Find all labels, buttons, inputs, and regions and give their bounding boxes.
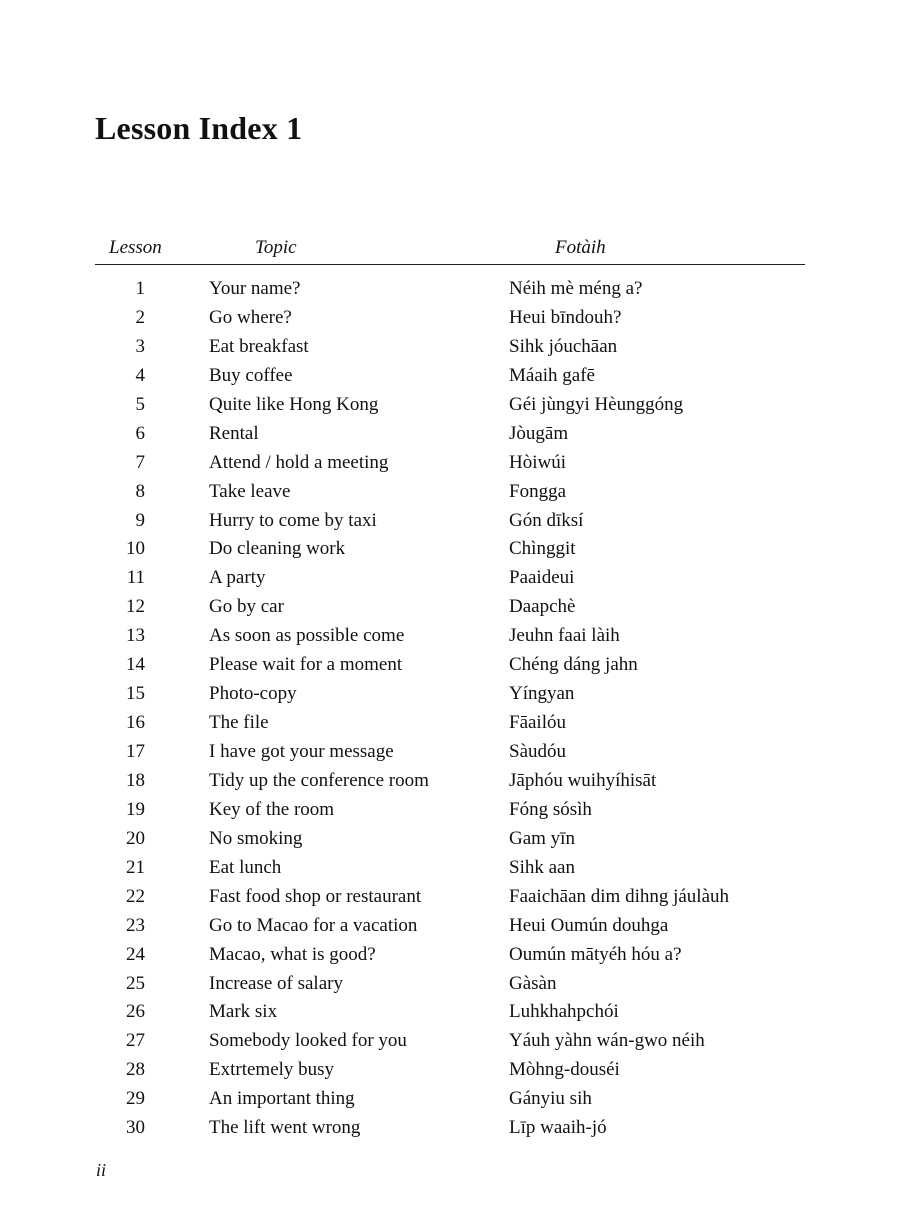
table-row	[95, 796, 805, 825]
lesson-number: 21	[126, 856, 145, 878]
lesson-topic: Your name?	[209, 278, 301, 299]
lesson-fotaih: Sihk aan	[509, 856, 575, 878]
lesson-fotaih: Sihk jóuchāan	[509, 335, 618, 357]
lesson-topic: Go to Macao for a vacation	[209, 914, 418, 936]
table-row	[95, 593, 805, 622]
lesson-fotaih: Gón dīksí	[509, 509, 584, 531]
lesson-number: 2	[135, 306, 145, 328]
lesson-fotaih: Gányiu sih	[509, 1088, 592, 1110]
table-row	[95, 941, 805, 970]
lesson-number: 29	[126, 1088, 145, 1110]
lesson-fotaih: Chéng dáng jahn	[509, 654, 638, 676]
table-row	[95, 854, 805, 883]
lesson-number: 4	[135, 364, 145, 386]
lesson-number: 3	[135, 335, 145, 357]
lesson-fotaih: Néih mè méng a?	[509, 278, 643, 299]
lesson-fotaih: Yíngyan	[509, 683, 575, 705]
page-title: Lesson Index 1	[95, 110, 303, 146]
lesson-fotaih: Chìnggit	[509, 538, 576, 560]
table-row	[95, 1114, 805, 1143]
table-row	[95, 535, 805, 564]
table-row	[95, 883, 805, 912]
lesson-number: 12	[126, 596, 145, 618]
column-header-lesson: Lesson	[109, 237, 162, 258]
lesson-topic: Please wait for a moment	[209, 654, 403, 676]
table-row	[95, 478, 805, 507]
lesson-fotaih: Daapchè	[509, 596, 576, 618]
lesson-number: 16	[126, 712, 145, 734]
lesson-number: 8	[135, 480, 145, 502]
table-row	[95, 709, 805, 738]
lesson-number: 26	[126, 1001, 145, 1023]
lesson-number: 18	[126, 769, 145, 791]
table-row	[95, 507, 805, 536]
lesson-number: 6	[135, 422, 145, 444]
lesson-fotaih: Luhkhahpchói	[509, 1001, 619, 1023]
lesson-topic: Rental	[209, 422, 259, 444]
lesson-fotaih: Līp waaih-jó	[509, 1117, 607, 1139]
table-row	[95, 275, 805, 304]
table-row	[95, 1085, 805, 1114]
lesson-number: 9	[135, 509, 145, 531]
lesson-number: 28	[126, 1059, 145, 1081]
lesson-topic: Eat lunch	[209, 856, 282, 878]
table-row	[95, 825, 805, 854]
lesson-topic: The file	[209, 712, 269, 734]
lesson-fotaih: Jāphóu wuihyíhisāt	[509, 769, 657, 791]
lesson-topic: Do cleaning work	[209, 538, 346, 560]
table-row	[95, 1027, 805, 1056]
lesson-topic: Somebody looked for you	[209, 1030, 407, 1052]
table-row	[95, 998, 805, 1027]
lesson-topic: Go by car	[209, 596, 284, 618]
lesson-fotaih: Gam yīn	[509, 827, 575, 849]
lesson-fotaih: Gàsàn	[509, 972, 557, 994]
table-row	[95, 970, 805, 999]
lesson-fotaih: Máaih gafē	[509, 364, 595, 386]
lesson-fotaih: Oumún mātyéh hóu a?	[509, 943, 682, 965]
lesson-fotaih: Paaideui	[509, 567, 575, 589]
lesson-topic: Extrtemely busy	[209, 1059, 335, 1081]
lesson-number: 20	[126, 827, 145, 849]
lesson-fotaih: Géi jùngyi Hèunggóng	[509, 393, 684, 415]
lesson-fotaih: Heui Oumún douhga	[509, 914, 669, 936]
lesson-number: 15	[126, 683, 145, 705]
lesson-topic: Tidy up the conference room	[209, 769, 429, 791]
table-row	[95, 767, 805, 796]
lesson-fotaih: Yáuh yàhn wán-gwo néih	[509, 1030, 705, 1052]
lesson-number: 1	[135, 278, 145, 299]
lesson-number: 19	[126, 798, 145, 820]
lesson-topic: The lift went wrong	[209, 1117, 361, 1139]
table-row	[95, 1056, 805, 1085]
table-row	[95, 304, 805, 333]
table-row	[95, 651, 805, 680]
lesson-topic: Eat breakfast	[209, 335, 309, 357]
table-row	[95, 333, 805, 362]
lesson-fotaih: Jòugām	[509, 422, 569, 444]
lesson-topic: Quite like Hong Kong	[209, 393, 379, 415]
lesson-topic: Increase of salary	[209, 972, 343, 994]
column-header-fotaih: Fotàih	[555, 237, 606, 258]
table-row	[95, 680, 805, 709]
lesson-number: 14	[126, 654, 145, 676]
lesson-fotaih: Heui bīndouh?	[509, 306, 622, 328]
lesson-topic: A party	[209, 567, 266, 589]
lesson-number: 30	[126, 1117, 145, 1139]
lesson-topic: Macao, what is good?	[209, 943, 376, 965]
lesson-topic: No smoking	[209, 827, 303, 849]
lesson-topic: Attend / hold a meeting	[209, 451, 389, 473]
lesson-number: 13	[126, 625, 145, 647]
table-row	[95, 449, 805, 478]
lesson-fotaih: Fóng sósìh	[509, 798, 592, 820]
lesson-fotaih: Fongga	[509, 480, 566, 502]
table-header	[95, 237, 805, 265]
lesson-fotaih: Hòiwúi	[509, 451, 566, 473]
lesson-fotaih: Faaichāan dim dihng jáulàuh	[509, 885, 730, 907]
lesson-number: 22	[126, 885, 145, 907]
lesson-topic: I have got your message	[209, 741, 394, 762]
lesson-table	[95, 275, 805, 1143]
lesson-fotaih: Mòhng-douséi	[509, 1059, 620, 1081]
table-row	[95, 622, 805, 651]
table-row	[95, 738, 805, 767]
lesson-topic: Mark six	[209, 1001, 278, 1023]
lesson-number: 7	[135, 451, 145, 473]
lesson-topic: Buy coffee	[209, 364, 293, 386]
lesson-number: 17	[126, 741, 145, 762]
lesson-number: 27	[126, 1030, 145, 1052]
lesson-topic: Photo-copy	[209, 683, 297, 705]
lesson-fotaih: Sàudóu	[509, 741, 566, 762]
lesson-fotaih: Fāailóu	[509, 712, 566, 734]
lesson-number: 23	[126, 914, 145, 936]
lesson-fotaih: Jeuhn faai làih	[509, 625, 620, 647]
page-number: ii	[96, 1160, 107, 1180]
table-row	[95, 564, 805, 593]
lesson-number: 24	[126, 943, 145, 965]
table-row	[95, 420, 805, 449]
lesson-topic: Go where?	[209, 306, 292, 328]
table-row	[95, 391, 805, 420]
lesson-topic: Fast food shop or restaurant	[209, 885, 422, 907]
lesson-topic: As soon as possible come	[209, 625, 405, 647]
lesson-number: 5	[135, 393, 145, 415]
lesson-topic: Hurry to come by taxi	[209, 509, 377, 531]
lesson-topic: Take leave	[209, 480, 291, 502]
table-row	[95, 362, 805, 391]
lesson-topic: An important thing	[209, 1088, 355, 1110]
lesson-number: 11	[126, 567, 145, 589]
column-header-topic: Topic	[255, 237, 297, 258]
lesson-topic: Key of the room	[209, 798, 335, 820]
lesson-number: 25	[126, 972, 145, 994]
lesson-number: 10	[126, 538, 145, 560]
table-row	[95, 912, 805, 941]
